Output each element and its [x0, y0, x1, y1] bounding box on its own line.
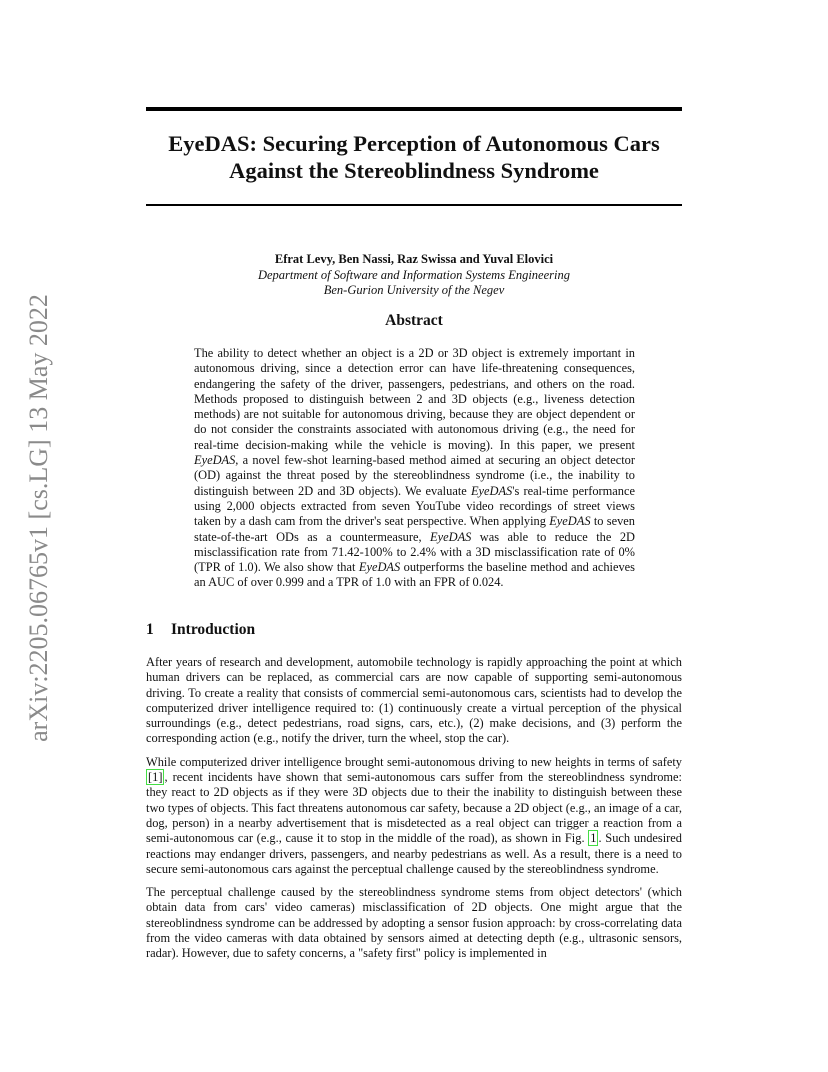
abstract-em-5: EyeDAS [358, 560, 401, 575]
title-line-2: Against the Stereoblindness Syndrome [229, 158, 599, 183]
abstract-em-4: EyeDAS [430, 529, 472, 544]
abstract-em-2: EyeDAS [470, 483, 513, 498]
arxiv-sidebar [19, 278, 59, 758]
title-line-1: EyeDAS: Securing Perception of Autonomous Cars [168, 131, 660, 156]
abstract-part-1: The ability to detect whether an object is a 2D or 3D object is extremely important in autonomous driving, since a detection error can have life-threatening consequences, endangering the safety of the driver, passengers, pedestrians, and others on the road. Methods proposed to distinguish between 2 and 3D objects (e.g., liveness detection methods) are not suitable for autonomous driving, because they are object dependent or do not consider the constraints associated with autonomous driving (e.g., the need for real-time decision-making while the vehicle is moving). In this paper, we present [194, 346, 635, 452]
intro-p2-part-a: While computerized driver intelligence brought semi-autonomous driving to new heights in terms of safety [146, 754, 682, 769]
introduction-body [146, 655, 682, 970]
affiliation-line-2: Ben-Gurion University of the Negev [323, 283, 505, 297]
abstract-part-5: was able to reduce the 2D misclassification rate from 71.42-100% to 2.4% with a 3D misclassification rate of 0% (TPR of 1.0). We also show that [194, 529, 635, 575]
abstract-part-2: , a novel few-shot learning-based method aimed at securing an object detector (OD) against the threat posed by the stereoblindness syndrome (i.e., the inability to distinguish between 2D and 3D objects). We evaluate [194, 453, 635, 498]
author-names: Efrat Levy, Ben Nassi, Raz Swissa and Yuval Elovici [274, 252, 554, 266]
author-block [146, 252, 682, 299]
abstract-em-1: EyeDAS [194, 453, 236, 468]
abstract-heading: Abstract [385, 312, 443, 329]
figure-reference-link[interactable]: 1 [590, 831, 597, 846]
section-heading-introduction [146, 621, 255, 639]
arxiv-identifier: arXiv:2205.06765v1 [cs.LG] 13 May 2022 [24, 294, 53, 742]
abstract-part-6: outperforms the baseline method and achieves an AUC of over 0.999 and a TPR of 1.0 with an FPR of 0.024. [194, 560, 635, 590]
intro-paragraph-1: After years of research and development, automobile technology is rapidly approaching the point at which human drivers can be replaced, as commercial cars are now capable of supporting semi-autonomous driving. To create a reality that consists of commercial semi-autonomous cars, scientists had to develop the computerized driver intelligence required to: (1) continuously create a virtual perception of the physical surroundings (e.g., detect pedestrians, road signs, cars, etc.), (2) make decisions, and (3) perform the corresponding action (e.g., notify the driver, turn the wheel, stop the car). [146, 655, 682, 746]
abstract-text [194, 346, 635, 591]
intro-p2-part-c: . Such undesired reactions may endanger drivers, passengers, and nearby pedestrians as well. As a result, there is a need to secure semi-autonomous cars against the perceptual challenge caused by the stereoblindness syndrome. [146, 831, 682, 876]
section-title: Introduction [171, 621, 256, 638]
citation-link-1[interactable]: [1] [148, 770, 163, 785]
affiliation-line-1: Department of Software and Information Systems Engineering [257, 267, 570, 282]
paper-title [146, 130, 682, 184]
abstract-part-3: 's real-time performance using 2,000 objects extracted from seven YouTube video recordings of street views taken by a dash cam from the driver's seat perspective. When applying [194, 483, 635, 529]
title-bottom-rule [146, 204, 682, 206]
abstract-part-4: to seven state-of-the-art ODs as a countermeasure, [194, 514, 635, 544]
title-top-rule [146, 107, 682, 111]
intro-paragraph-2 [146, 755, 682, 877]
intro-paragraph-3: The perceptual challenge caused by the stereoblindness syndrome stems from object detectors' (which obtain data from cars' video cameras) misclassification of 2D objects. One might argue that the stereoblindness syndrome can be addressed by adopting a sensor fusion approach: by cross-correlating data from the video cameras with data obtained by sensors aimed at detecting depth (e.g., ultrasonic sensors, radar). However, due to safety concerns, a "safety first" policy is implemented in [146, 885, 682, 961]
intro-p2-part-b: , recent incidents have shown that semi-autonomous cars suffer from the stereoblindness syndrome: they react to 2D objects as if they were 3D objects due to their the inability to distinguish between these two types of objects. This fact threatens autonomous car safety, because a 2D object (e.g., an image of a car, dog, person) in a nearby advertisement that is misdetected as a real object can trigger a reaction from a semi-autonomous car (e.g., cause it to stop in the middle of the road), as shown in Fig. [146, 770, 682, 846]
section-number: 1 [146, 621, 154, 638]
abstract-em-3: EyeDAS [549, 514, 591, 529]
